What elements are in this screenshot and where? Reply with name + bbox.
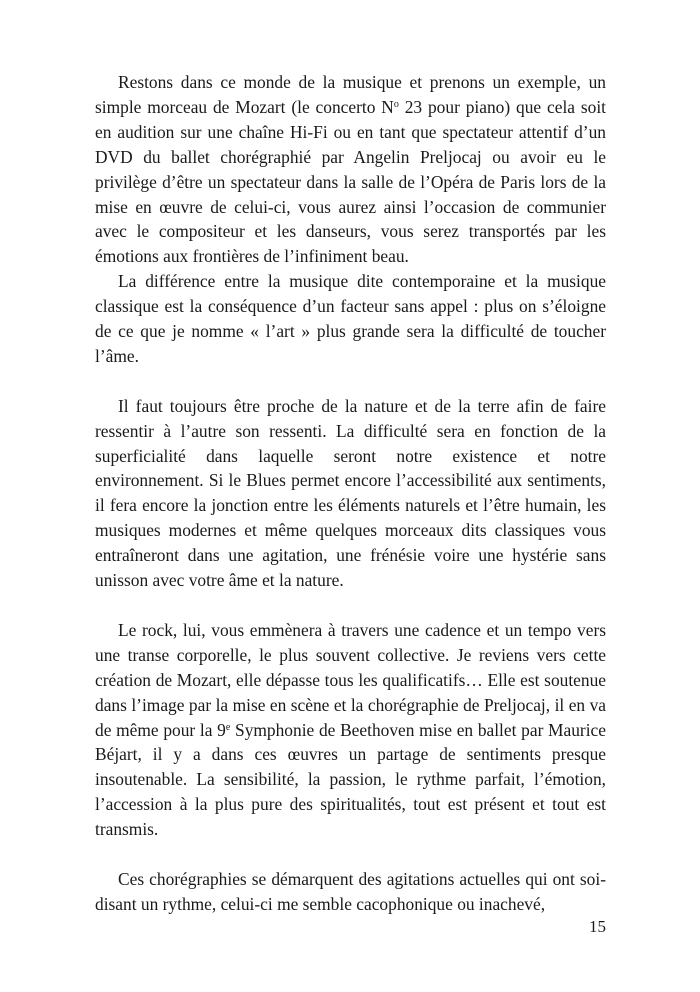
paragraph-choreographies: Ces chorégraphies se démarquent des agitations actuelles qui ont soi-disant un rythme, celui-ci me semble cacophonique ou inachevé,	[95, 868, 606, 914]
superscript: o	[393, 98, 399, 110]
superscript: e	[225, 721, 231, 733]
paragraph-text: 23 pour piano) que cela soit en audition sur une chaîne Hi-Fi ou en tant que spectateur attentif d’un DVD du ballet chorégraphié par Angelin Preljocaj ou avoir eu le privilège d’être un spectateur dans la salle de l’Opéra de Paris lors de la mise en œuvre de celui-ci, vous aurez ainsi l’occasion de communier avec le compositeur et les danseurs, vous serez transportés par les émotions aux frontières de l’infiniment beau.	[95, 96, 606, 267]
paragraph-text: Le rock, lui, vous emmènera à travers une cadence et un tempo vers une transe corporelle, le plus souvent collective. Je reviens vers cette création de Mozart, elle dépasse tous les qualificatifs… Elle est soutenue dans l’image par la mise en scène et la chorégraphie de Preljocaj, il en va de même pour la 9	[95, 619, 606, 740]
paragraph-text: Restons dans ce monde de la musique et prenons un exemple, un simple morceau de Mozart (le concerto N	[95, 72, 606, 117]
paragraph-contemporary-vs-classical: La différence entre la musique dite contemporaine et la musique classique est la conséquence d’un facteur sans appel : plus on s’éloigne de ce que je nomme « l’art » plus grande sera la difficulté de toucher l’âme.	[95, 271, 606, 366]
paragraph-nature: Il faut toujours être proche de la nature et de la terre afin de faire ressentir à l’autre son ressenti. La difficulté sera en fonction de la superficialité dans laquelle seront notre existence et notre environnement. Si le Blues permet encore l’accessibilité aux sentiments, il fera encore la jonction entre les éléments naturels et l’être humain, les musiques modernes et même quelques morceaux dits classiques vous entraîneront dans une agitation, une frénésie voire une hystérie sans unisson avec votre âme et la nature.	[95, 395, 606, 591]
paragraph-rock	[95, 618, 606, 842]
page-body	[95, 70, 606, 917]
paragraph-text: Symphonie de Beethoven mise en ballet par Maurice Béjart, il y a dans ces œuvres un partage de sentiments presque insoutenable. La sensibilité, la passion, le rythme parfait, l’émotion, l’accession à la plus pure des spiritualités, tout est présent et tout est transmis.	[95, 719, 606, 840]
page-number: 15	[589, 917, 606, 936]
paragraph-mozart-example	[95, 70, 606, 269]
